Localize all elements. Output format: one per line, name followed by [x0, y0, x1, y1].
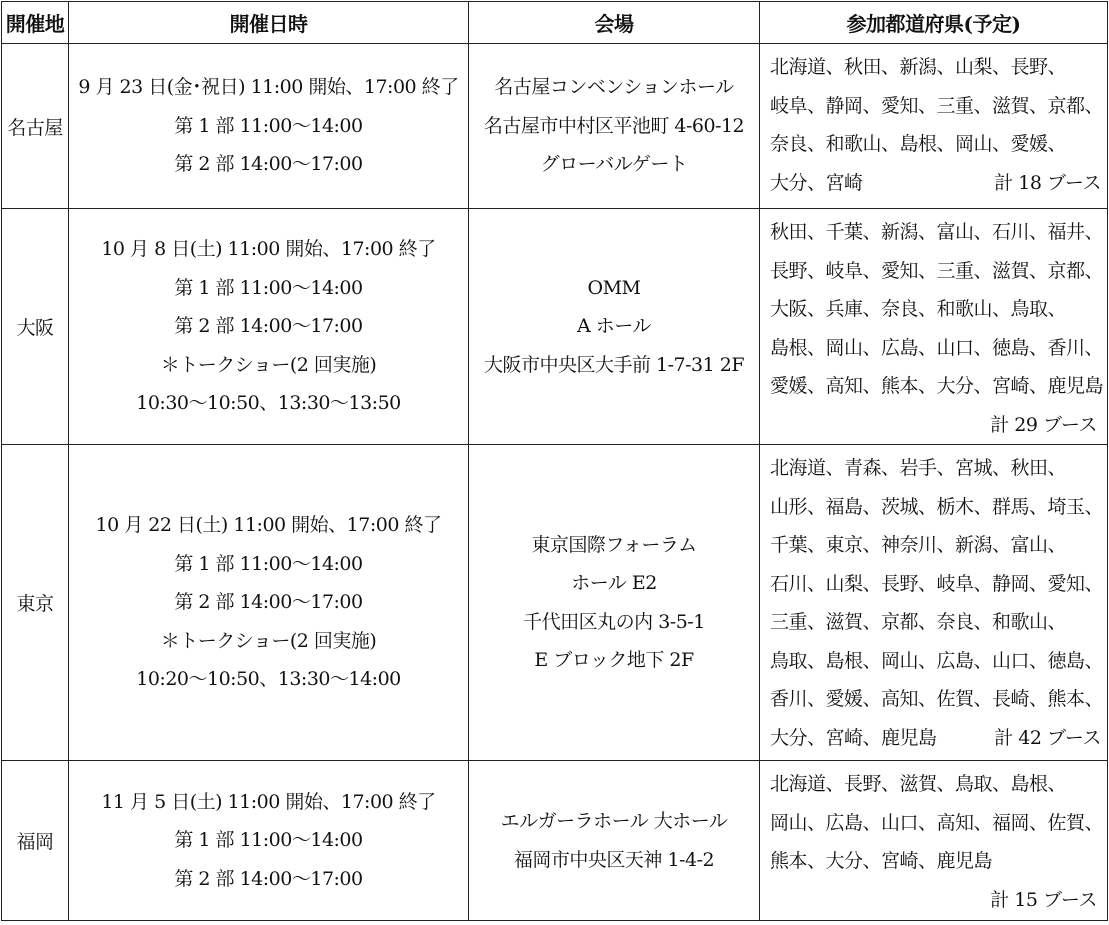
header-venue-city: 開催地 [2, 2, 69, 44]
table-row [2, 44, 1108, 209]
prefectures-cell [760, 445, 1108, 761]
prefecture-line: 秋田、千葉、新潟、富山、石川、福井、 [770, 221, 1104, 243]
prefecture-line: 岡山、広島、山口、高知、福岡、佐賀、 [770, 811, 1104, 834]
header-prefectures: 参加都道府県(予定) [760, 2, 1108, 44]
datetime-line: 10:20～10:50、13:30～14:00 [136, 668, 401, 691]
table-row [2, 209, 1108, 445]
header-row [2, 2, 1108, 44]
datetime-line: 10 月 8 日(土) 11:00 開始、17:00 終了 [101, 238, 436, 261]
prefecture-line: 大分、宮崎 [770, 171, 863, 194]
prefecture-line: 香川、愛媛、高知、佐賀、長崎、熊本、 [770, 688, 1104, 710]
datetime-cell [69, 445, 469, 761]
booth-total: 計 18 ブース [994, 171, 1101, 194]
city-cell: 大阪 [2, 209, 69, 445]
prefecture-line: 鳥取、島根、岡山、広島、山口、徳島、 [770, 649, 1104, 672]
header-datetime: 開催日時 [69, 2, 469, 44]
datetime-line: 第 1 部 11:00～14:00 [174, 276, 363, 299]
venue-line: ホール E2 [571, 572, 657, 594]
venue-line: 東京国際フォーラム [531, 533, 697, 556]
header-venue: 会場 [469, 2, 760, 44]
prefecture-line: 愛媛、高知、熊本、大分、宮崎、鹿児島 [770, 375, 1104, 397]
datetime-line: 第 2 部 14:00～17:00 [174, 591, 363, 614]
datetime-cell [69, 44, 469, 209]
prefecture-line: 三重、滋賀、京都、奈良、和歌山、 [770, 611, 1067, 633]
venue-line: OMM [587, 276, 641, 299]
datetime-line: 第 2 部 14:00～17:00 [174, 867, 363, 890]
city-cell: 名古屋 [2, 44, 69, 209]
booth-total: 計 15 ブース [990, 888, 1097, 911]
venue-line: 大阪市中央区大手前 1-7-31 2F [483, 353, 745, 376]
datetime-line: 9 月 23 日(金･祝日) 11:00 開始、17:00 終了 [78, 76, 459, 99]
datetime-line: ＊トークショー(2 回実施) [160, 353, 377, 376]
city-cell: 東京 [2, 445, 69, 761]
prefecture-line: 山形、福島、茨城、栃木、群馬、埼玉、 [770, 495, 1104, 518]
datetime-line: ＊トークショー(2 回実施) [160, 629, 377, 652]
prefectures-cell [760, 761, 1108, 921]
datetime-line: 第 2 部 14:00～17:00 [174, 153, 363, 176]
prefecture-line: 北海道、秋田、新潟、山梨、長野、 [770, 56, 1067, 78]
venue-cell [469, 209, 760, 445]
booth-total: 計 42 ブース [994, 726, 1101, 749]
datetime-line: 第 1 部 11:00～14:00 [174, 552, 363, 575]
prefecture-line: 大分、宮崎、鹿児島 [770, 726, 937, 749]
prefecture-line: 石川、山梨、長野、岐阜、静岡、愛知、 [770, 572, 1104, 595]
datetime-line: 第 1 部 11:00～14:00 [174, 114, 363, 137]
datetime-line: 10:30～10:50、13:30～13:50 [136, 392, 401, 415]
city-cell: 福岡 [2, 761, 69, 921]
event-schedule-table [1, 1, 1108, 921]
datetime-line: 第 1 部 11:00～14:00 [174, 829, 363, 852]
prefecture-line: 北海道、青森、岩手、宮城、秋田、 [770, 457, 1067, 479]
prefecture-line: 長野、岐阜、愛知、三重、滋賀、京都、 [770, 259, 1104, 282]
venue-line: グローバルゲート [540, 153, 688, 176]
datetime-line: 11 月 5 日(土) 11:00 開始、17:00 終了 [101, 790, 436, 813]
prefecture-line: 奈良、和歌山、島根、岡山、愛媛、 [770, 133, 1067, 155]
prefectures-cell [760, 44, 1108, 209]
datetime-line: 第 2 部 14:00～17:00 [174, 315, 363, 338]
venue-line: E ブロック地下 2F [534, 649, 694, 671]
prefecture-line: 大阪、兵庫、奈良、和歌山、鳥取、 [770, 298, 1067, 320]
datetime-line: 10 月 22 日(土) 11:00 開始、17:00 終了 [95, 514, 442, 537]
venue-line: 福岡市中央区天神 1-4-2 [513, 848, 715, 871]
prefecture-line: 北海道、長野、滋賀、鳥取、島根、 [770, 773, 1067, 795]
prefecture-line: 岐阜、静岡、愛知、三重、滋賀、京都、 [770, 94, 1104, 117]
table-row [2, 445, 1108, 761]
venue-line: エルガーラホール 大ホール [500, 810, 728, 832]
prefecture-line: 千葉、東京、神奈川、新潟、富山、 [770, 534, 1067, 556]
venue-line: 千代田区丸の内 3-5-1 [523, 610, 705, 633]
venue-line: 名古屋市中村区平池町 4-60-12 [483, 114, 745, 137]
venue-cell [469, 445, 760, 761]
prefecture-line: 熊本、大分、宮崎、鹿児島 [770, 850, 993, 872]
venue-cell [469, 761, 760, 921]
datetime-cell [69, 209, 469, 445]
prefecture-line: 島根、岡山、広島、山口、徳島、香川、 [770, 336, 1104, 359]
venue-line: 名古屋コンベンションホール [494, 76, 734, 99]
booth-total: 計 29 ブース [990, 413, 1097, 436]
venue-line: A ホール [577, 315, 651, 338]
datetime-cell [69, 761, 469, 921]
table-row [2, 761, 1108, 921]
venue-cell [469, 44, 760, 209]
prefectures-cell [760, 209, 1108, 445]
